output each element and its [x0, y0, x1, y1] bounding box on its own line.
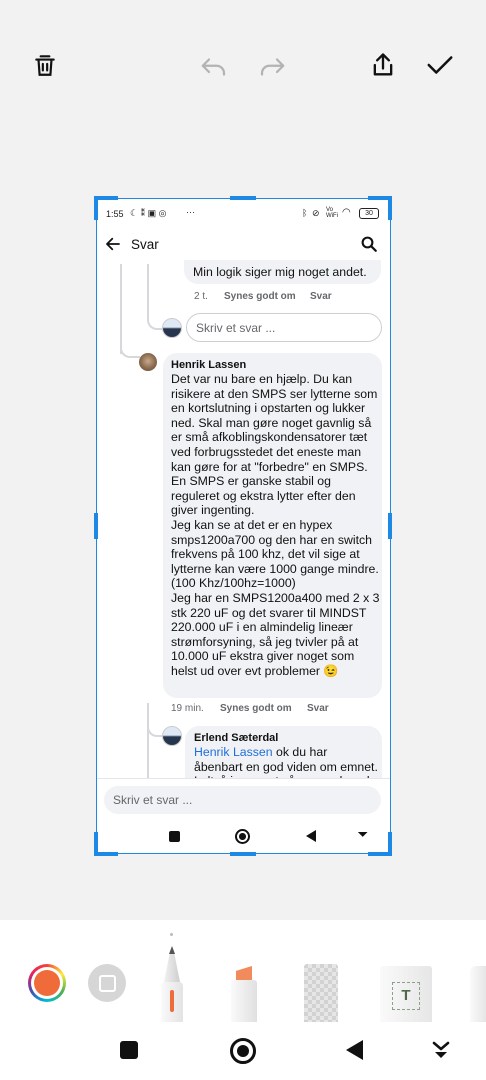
comment-line: ved forbrugsstedet det eneste man [171, 444, 362, 459]
status-time: 1:55 [106, 209, 124, 219]
drawing-toolbar [0, 920, 486, 1022]
search-icon[interactable] [360, 235, 378, 258]
avatar [162, 726, 182, 746]
crop-handle-bottom[interactable] [230, 852, 256, 856]
back-arrow-icon[interactable] [104, 235, 122, 258]
thread-connector [147, 713, 163, 737]
system-nav-bar [0, 1022, 486, 1080]
screenshot-preview [96, 198, 391, 854]
comment-line: smps1200a700 og den har en switch [171, 532, 372, 547]
hide-keyboard-button[interactable] [431, 1038, 451, 1062]
comment-line: en kortslutning i opstarten og lukker [171, 401, 366, 416]
mosaic-tool-icon[interactable] [304, 964, 338, 1022]
recents-button-icon [169, 831, 180, 842]
text-tool-icon[interactable] [380, 966, 432, 1022]
comment-line: lytterne kan være 1000 gange mindre. [171, 561, 379, 576]
confirm-check-icon[interactable] [423, 48, 457, 82]
comment-line: Jeg har en SMPS1200a400 med 2 x 3 [171, 590, 380, 605]
highlighter-tool-icon[interactable] [228, 966, 260, 1022]
crop-handle-right[interactable] [388, 513, 392, 539]
reply-input[interactable] [186, 313, 382, 342]
mention-link[interactable]: Henrik Lassen [194, 745, 273, 759]
comment-line: åbenbart en god viden om emnet. [194, 759, 378, 774]
comment-author[interactable]: Henrik Lassen [171, 359, 247, 371]
comment-time: 2 t. [194, 291, 208, 302]
wifi-icon: ◠ [342, 207, 351, 218]
color-wheel-icon[interactable] [28, 964, 66, 1002]
avatar [162, 318, 182, 338]
thread-connector [147, 308, 163, 330]
comment-line: er små afkoblingskondensatorer tæt [171, 430, 368, 445]
share-icon[interactable] [366, 48, 400, 82]
crop-handle-top-left[interactable] [94, 196, 118, 200]
page-title: Svar [131, 237, 159, 252]
reply-composer-input[interactable] [104, 786, 381, 814]
crop-handle-left[interactable] [94, 513, 98, 539]
comment-line: strømforsyning, så jeg tvivler på at [171, 634, 359, 649]
comment-line: kan gøre for at "forbedre" en SMPS. [171, 459, 368, 474]
avatar [139, 353, 157, 371]
like-button[interactable]: Synes godt om [220, 703, 292, 714]
comment-line: reguleret og ekstra lytter efter den [171, 488, 356, 503]
volte-icon: Vo WiFi [326, 207, 338, 219]
comment-line: ok du har [272, 745, 328, 759]
crop-handle-top[interactable] [230, 196, 256, 200]
comment-author[interactable]: Erlend Sæterdal [194, 732, 279, 744]
comment-line: Jeg kan se at det er en hypex [171, 517, 333, 532]
delete-icon[interactable] [28, 48, 62, 82]
comment-line: 220.000 uF i en almindelig lineær [171, 620, 353, 635]
crop-handle-bottom-right[interactable] [368, 852, 392, 856]
more-tools-partial[interactable] [470, 966, 486, 1022]
back-button-icon [306, 830, 316, 842]
comment-line: giver ingenting. [171, 503, 255, 518]
status-bar [96, 198, 391, 230]
comment-text: Min logik siger mig noget andet. [193, 265, 367, 279]
comment-line: En SMPS er ganske stabil og [171, 474, 331, 489]
mute-icon: ⊘ [312, 208, 320, 218]
thread-connector [120, 340, 140, 358]
redo-icon[interactable] [255, 50, 289, 84]
comment-line: stk 220 uF og det svarer til MINDST [171, 605, 367, 620]
pen-tool-icon[interactable] [158, 946, 186, 1022]
hide-keyboard-icon: ⏷ [358, 827, 368, 841]
comment-line: Det var nu bare en hjælp. Du kan [171, 372, 353, 386]
comment-line: 10.000 uF ekstra giver noget som [171, 649, 355, 664]
home-button-icon [235, 829, 250, 844]
comment-time: 19 min. [171, 703, 204, 714]
undo-icon[interactable] [197, 50, 231, 84]
comment-line: helst ud over evt problemer 😉 [171, 663, 339, 678]
status-more: ··· [186, 207, 195, 217]
home-button[interactable] [230, 1038, 256, 1064]
like-button[interactable]: Synes godt om [224, 291, 296, 302]
comment-line: (100 Khz/100hz=1000) [171, 576, 296, 591]
reply-button[interactable]: Svar [310, 291, 332, 302]
recents-button[interactable] [120, 1041, 138, 1059]
crop-handle-top-right[interactable] [368, 196, 392, 200]
comment-text [171, 372, 381, 678]
comment-line: frekvens på 100 khz, det vil sige at [171, 547, 360, 562]
comment-line: ned. Skal man gøre noget gavnlig så [171, 415, 372, 430]
comment-bubble [163, 353, 382, 698]
selected-tool-indicator [170, 933, 173, 936]
bluetooth-icon: ᛒ [302, 208, 308, 218]
app-bar [96, 230, 391, 260]
reply-input-placeholder: Skriv et svar ... [196, 320, 276, 335]
crop-handle-bottom-left[interactable] [94, 852, 118, 856]
battery-icon: 30 [359, 208, 379, 219]
comment-line: risikere at den SMPS ser lytterne som [171, 386, 378, 401]
reply-button[interactable]: Svar [307, 703, 329, 714]
eraser-icon[interactable] [88, 964, 126, 1002]
back-button[interactable] [346, 1040, 363, 1060]
status-notification-icons: ☾ ⁑ ▣ ◎ [130, 208, 167, 218]
text-tool-label: T [392, 982, 420, 1010]
reply-composer-placeholder: Skriv et svar ... [113, 793, 193, 807]
comment-bubble [184, 260, 381, 284]
